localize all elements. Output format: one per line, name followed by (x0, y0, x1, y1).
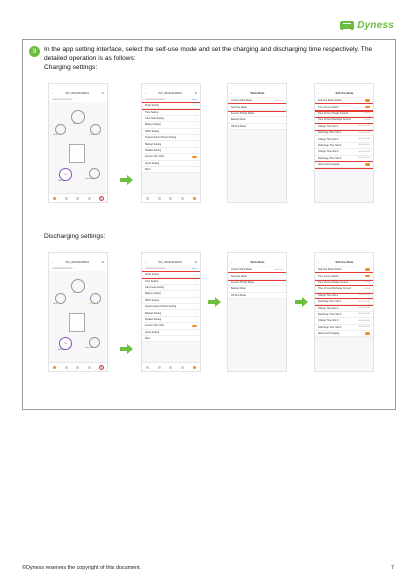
grid-label: Grid (53, 134, 57, 136)
self-use-toggle[interactable] (365, 268, 370, 271)
alarm-tab-icon[interactable] (88, 366, 91, 369)
back-icon[interactable]: ‹ (52, 261, 53, 264)
device-name: INV_06X2221906X1 (158, 261, 183, 264)
gear-icon[interactable]: ⚙ (101, 261, 104, 264)
next-arrow-icon (208, 297, 221, 307)
settings-list (142, 272, 200, 342)
discharging-screenshots (48, 252, 373, 370)
device-sn: 1500W000221906X1 (145, 267, 166, 270)
device-tab-icon[interactable] (76, 197, 79, 200)
pv-label: PV (73, 292, 76, 294)
next-arrow-icon (120, 344, 133, 354)
home-screen (48, 252, 108, 372)
settings-item-export[interactable]: System Export Power Setting › (142, 135, 200, 141)
home-screen (48, 83, 108, 203)
screen-title: Self-Use Mode (335, 261, 354, 264)
discharge-slot-2-row[interactable]: Discharge Time Slot 2 00:00-00:00 (315, 143, 373, 149)
alarm-tab-icon[interactable] (181, 197, 184, 200)
settings-item-grid-code[interactable]: Grid Code Setting › (142, 285, 200, 291)
charge-slot-2-row[interactable]: Charge Time Slot 2 00:00-00:00 (315, 305, 373, 311)
bottom-nav (142, 193, 200, 202)
mode-self-use[interactable]: Self-Use Mode › (228, 104, 286, 110)
device-tab-icon[interactable] (169, 197, 172, 200)
settings-item-quick[interactable]: Quick Setting › (142, 161, 200, 167)
self-use-toggle[interactable] (365, 99, 370, 102)
device-sn: 1500W000221906X1 (52, 98, 73, 101)
discharge-current-row[interactable]: Time of Use Discharge Current 50.0 A (315, 117, 373, 123)
grid-charging-toggle[interactable] (365, 332, 370, 335)
mode-off-grid[interactable]: Off Grid Mode › (228, 293, 286, 299)
back-icon[interactable]: ‹ (318, 261, 319, 264)
data-tab-icon[interactable] (65, 366, 68, 369)
house-icon (69, 313, 85, 332)
alarm-tab-icon[interactable] (88, 197, 91, 200)
house-icon (69, 144, 85, 163)
gear-icon[interactable]: ⚙ (194, 92, 197, 95)
settings-item-more[interactable]: More › (142, 336, 200, 342)
settings-item-export[interactable]: System Export Power Setting › (142, 304, 200, 310)
save-link[interactable]: Save (192, 98, 197, 101)
settings-item-quick[interactable]: Quick Setting › (142, 330, 200, 336)
intro-text: In the app setting interface, select the self-use mode and set the charging and discharging time respectively. The detailed operation is as follows: (44, 46, 373, 62)
settings-item-backup[interactable]: Backup Setting › (142, 310, 200, 316)
screen-title: Self-Use Mode (335, 92, 354, 95)
bottom-nav (49, 193, 107, 202)
back-icon[interactable]: ‹ (145, 92, 146, 95)
self-use-switch-row[interactable]: Self-Use Mode Switch (315, 267, 373, 273)
settings-tab-icon[interactable] (100, 366, 103, 369)
gear-icon[interactable]: ⚙ (194, 261, 197, 264)
mode-off-grid[interactable]: Off Grid Mode › (228, 124, 286, 130)
data-tab-icon[interactable] (65, 197, 68, 200)
device-name: INV_06X2221906X1 (65, 92, 90, 95)
inverter-toggle[interactable] (192, 156, 197, 159)
work-mode-screen (227, 83, 287, 203)
mode-self-use[interactable]: Self-Use Mode › (228, 273, 286, 279)
screen-title: Work Mode (250, 261, 265, 264)
mode-backup[interactable]: Backup Mode › (228, 117, 286, 123)
dyness-logo-icon (340, 21, 354, 30)
mode-feed-in[interactable]: Feed-in Priority Mode › (228, 111, 286, 117)
device-tab-icon[interactable] (76, 366, 79, 369)
back-icon[interactable]: ‹ (52, 92, 53, 95)
charging-heading: Charging settings: (44, 64, 98, 71)
home-tab-icon[interactable] (53, 366, 56, 369)
settings-item-misc[interactable]: MISC Setting › (142, 129, 200, 135)
back-icon[interactable]: ‹ (318, 92, 319, 95)
charge-current-row[interactable]: Time of Use Charge Current 50.0 A (315, 111, 373, 117)
brand-name: Dyness (357, 20, 394, 31)
device-sn: 1500W000221906X1 (52, 267, 73, 270)
mode-backup[interactable]: Backup Mode › (228, 286, 286, 292)
pv-node (71, 279, 85, 293)
settings-item-mode[interactable]: Mode Setting › (142, 103, 200, 109)
settings-item-time[interactable]: Time Setting › (142, 109, 200, 115)
settings-item-more[interactable]: More › (142, 167, 200, 173)
settings-item-misc[interactable]: MISC Setting › (142, 298, 200, 304)
charge-current-row[interactable]: Time of Use Charge Current 50.0 A (315, 280, 373, 286)
settings-item-backup[interactable]: Backup Setting › (142, 141, 200, 147)
current-mode-row: Current Work Mode Self Use (228, 98, 286, 104)
self-use-screen-discharge (314, 252, 374, 372)
load-label: Load (89, 303, 94, 305)
next-arrow-icon (295, 297, 308, 307)
bottom-nav (142, 362, 200, 371)
data-tab-icon[interactable] (158, 366, 161, 369)
time-of-use-toggle[interactable] (365, 275, 370, 278)
settings-tab-icon[interactable] (193, 366, 196, 369)
time-of-use-switch-row[interactable]: Time of Use Switch (315, 104, 373, 110)
settings-screen (141, 83, 201, 203)
battery-label: Battery (58, 180, 65, 182)
discharge-slot-2-row[interactable]: Discharge Time Slot 2 00:00-00:00 (315, 312, 373, 318)
self-use-screen-charge (314, 83, 374, 203)
settings-item-time[interactable]: Time Setting › (142, 278, 200, 284)
time-of-use-toggle[interactable] (365, 106, 370, 109)
alarm-tab-icon[interactable] (181, 366, 184, 369)
charge-slot-2-row[interactable]: Charge Time Slot 2 00:00-00:00 (315, 136, 373, 142)
work-mode-screen (227, 252, 287, 372)
home-tab-icon[interactable] (146, 366, 149, 369)
grid-charging-toggle[interactable] (365, 163, 370, 166)
discharging-heading: Discharging settings: (44, 233, 106, 240)
time-of-use-switch-row[interactable]: Time of Use Switch (315, 273, 373, 279)
instruction-frame (22, 39, 396, 410)
charging-screenshots (48, 83, 373, 201)
back-icon[interactable]: ‹ (231, 92, 232, 95)
brand-logo (340, 20, 394, 31)
settings-item-inverter[interactable]: Inverter ON / OFF (142, 323, 200, 329)
battery-label: Battery (58, 349, 65, 351)
settings-item-battery[interactable]: Battery Setting › (142, 122, 200, 128)
data-tab-icon[interactable] (158, 197, 161, 200)
device-name: INV_06X2221906X1 (65, 261, 90, 264)
gear-icon[interactable]: ⚙ (101, 92, 104, 95)
inverter-toggle[interactable] (192, 325, 197, 328)
discharge-current-row[interactable]: Time of Use Discharge Current 50.0 A (315, 286, 373, 292)
pv-label: PV (73, 123, 76, 125)
current-mode-row: Current Work Mode Self Use (228, 267, 286, 273)
settings-tab-icon[interactable] (100, 197, 103, 200)
load-label: Load (89, 134, 94, 136)
settings-tab-icon[interactable] (193, 197, 196, 200)
device-name: INV_06X2221906X1 (158, 92, 183, 95)
allow-grid-charging-row[interactable]: Allow Grid Charging (315, 162, 373, 168)
settings-screen (141, 252, 201, 372)
work-mode-list (228, 98, 286, 130)
settings-item-battery[interactable]: Battery Setting › (142, 291, 200, 297)
charge-slot-3-row[interactable]: Charge Time Slot 3 00:00-00:00 (315, 149, 373, 155)
battery-node: 75% (59, 337, 72, 350)
self-use-settings (315, 98, 373, 168)
next-arrow-icon (120, 175, 133, 185)
settings-item-grid-code[interactable]: Grid Code Setting › (142, 116, 200, 122)
home-tab-icon[interactable] (53, 197, 56, 200)
settings-list (142, 103, 200, 173)
save-link[interactable]: Save (192, 267, 197, 270)
screen-title: Work Mode (250, 92, 265, 95)
discharge-slot-1-row[interactable]: Discharge Time Slot 1 00:00-00:00 (315, 130, 373, 136)
back-icon[interactable]: ‹ (231, 261, 232, 264)
settings-item-mode[interactable]: Mode Setting › (142, 272, 200, 278)
generator-label: Generator (85, 347, 95, 349)
step-number-badge: 9 (29, 46, 40, 57)
home-tab-icon[interactable] (146, 197, 149, 200)
settings-item-parallel[interactable]: Parallel Setting › (142, 317, 200, 323)
battery-node: 75% (59, 168, 72, 181)
discharge-slot-3-row[interactable]: Discharge Time Slot 3 00:00-00:00 (315, 156, 373, 162)
charge-slot-3-row[interactable]: Charge Time Slot 3 00:00-00:00 (315, 318, 373, 324)
pv-node (71, 110, 85, 124)
back-icon[interactable]: ‹ (145, 261, 146, 264)
device-tab-icon[interactable] (169, 366, 172, 369)
mode-feed-in[interactable]: Feed-in Priority Mode › (228, 280, 286, 286)
self-use-switch-row[interactable]: Self-Use Mode Switch (315, 98, 373, 104)
discharge-slot-3-row[interactable]: Discharge Time Slot 3 00:00-00:00 (315, 325, 373, 331)
page-number: 7 (391, 565, 394, 571)
charge-slot-1-row[interactable]: Charge Time Slot 1 00:00-00:00 (315, 293, 373, 299)
charge-slot-1-row[interactable]: Charge Time Slot 1 00:00-06:00 (315, 124, 373, 130)
settings-item-inverter[interactable]: Inverter ON / OFF (142, 154, 200, 160)
grid-label: Grid (53, 303, 57, 305)
work-mode-list (228, 267, 286, 299)
self-use-settings (315, 267, 373, 337)
device-sn: 1500W000221906X1 (145, 98, 166, 101)
copyright-text: ©Dyness reserves the copyright of this document. (22, 565, 142, 571)
allow-grid-charging-row[interactable]: Allow Grid Charging (315, 331, 373, 337)
settings-item-parallel[interactable]: Parallel Setting › (142, 148, 200, 154)
discharge-slot-1-row[interactable]: Discharge Time Slot 1 08:00-22:00 (315, 299, 373, 305)
generator-label: Generator (85, 178, 95, 180)
bottom-nav (49, 362, 107, 371)
